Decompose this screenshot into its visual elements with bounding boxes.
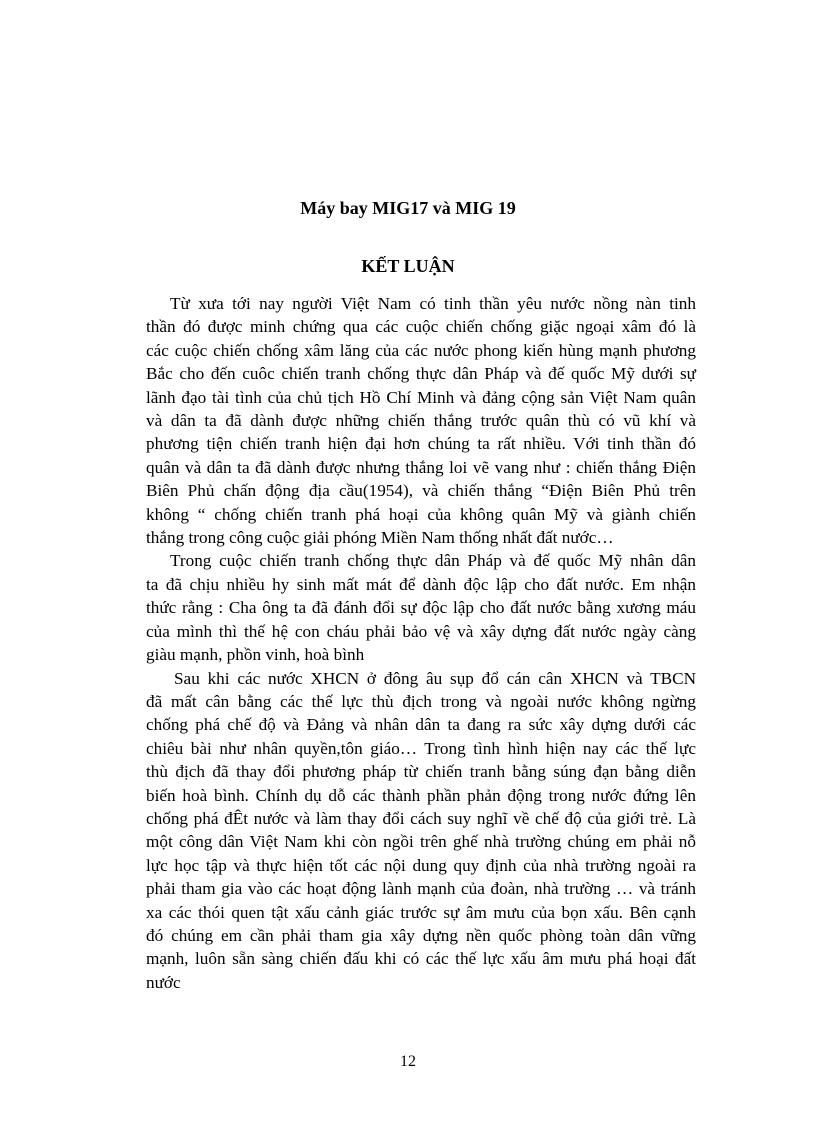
text-line: chiêu bài như nhân quyền,tôn giáo… Trong tình hình hiện nay các thế lực <box>146 738 696 758</box>
text-line: ta đã chịu nhiều hy sinh mất mát để dành độc lập cho đất nước. Em nhận <box>146 574 696 594</box>
document-body <box>146 292 696 994</box>
text-line: quân và dân ta đã dành được nhưng thắng loi vẽ vang như : chiến thắng Điện <box>146 457 696 477</box>
text-line: không “ chống chiến tranh phá hoại của không quân Mỹ và giành chiến <box>146 504 696 524</box>
paragraph-3 <box>146 667 696 995</box>
text-line: lực học tập và thực hiện tốt các nội dung quy định của nhà trường ngoài ra <box>146 855 696 875</box>
text-line: đó chúng em cần phải tham gia xây dựng nền quốc phòng toàn dân vững <box>146 925 696 945</box>
text-line: Từ xưa tới nay người Việt Nam có tinh thần yêu nước nồng nàn tinh <box>170 294 696 313</box>
section-heading: KẾT LUẬN <box>361 256 455 276</box>
text-line: thần đó được minh chứng qua các cuộc chiến chống giặc ngoại xâm đó là <box>146 317 696 337</box>
text-line: thắng trong công cuộc giải phóng Miền Nam thống nhất đất nước… <box>146 528 614 548</box>
text-line: Trong cuộc chiến tranh chống thực dân Pháp và đế quốc Mỹ nhân dân <box>170 551 696 571</box>
text-line: thức rằng : Cha ông ta đã đánh đổi sự độc lập cho đất nước bằng xương máu <box>146 598 696 618</box>
page-number: 12 <box>400 1053 416 1070</box>
text-line: biến hoà bình. Chính dụ dỗ các thành phần phản động trong nước đứng lên <box>146 785 696 805</box>
text-line: nước <box>146 972 181 992</box>
text-line: đã mất cân bằng các thế lực thù địch trong và ngoài nước không ngừng <box>146 691 696 711</box>
text-line: một công dân Việt Nam khi còn ngồi trên ghế nhà trường chúng em phải nỗ <box>146 832 696 852</box>
text-line: các cuộc chiến chống xâm lăng của các nước phong kiến hùng mạnh phương <box>146 340 696 360</box>
text-line: của mình thì thế hệ con cháu phải bảo vệ và xây dựng đất nước ngày càng <box>146 621 696 641</box>
text-line: giàu mạnh, phồn vinh, hoà bình <box>146 645 365 665</box>
text-line: chống phá đÊt nước và làm thay đổi cách suy nghĩ về chế độ của giới trẻ. Là <box>146 808 696 828</box>
image-caption: Máy bay MIG17 và MIG 19 <box>300 198 516 218</box>
text-line: Biên Phủ chấn động địa cầu(1954), và chiến thắng “Điện Biên Phủ trên <box>146 481 696 501</box>
text-line: phương tiện chiến tranh hiện đại hơn chúng ta rất nhiều. Với tinh thần đó <box>146 434 696 454</box>
text-line: phải tham gia vào các hoạt động lành mạnh của đoàn, nhà trường … và tránh <box>146 879 696 899</box>
text-line: và dân ta đã dành được những chiến thắng trước quân thù có vũ khí và <box>146 411 696 431</box>
text-line: mạnh, luôn sẵn sàng chiến đấu khi có các thế lực xấu âm mưu phá hoại đất <box>146 949 696 969</box>
text-line: xa các thói quen tật xấu cảnh giác trước sự âm mưu của bọn xấu. Bên cạnh <box>146 902 696 922</box>
text-line: Sau khi các nước XHCN ở đông âu sụp đổ cán cân XHCN và TBCN <box>174 668 696 688</box>
paragraph-1 <box>146 292 696 549</box>
text-line: Bắc cho đến cuôc chiến tranh chống thực dân Pháp và đế quốc Mỹ dưới sự <box>146 364 696 384</box>
text-line: thù địch đã thay đổi phương pháp từ chiến tranh bằng súng đạn bằng diễn <box>146 762 696 782</box>
text-line: lãnh đạo tài tình của chủ tịch Hồ Chí Minh và đảng cộng sản Việt Nam quân <box>146 387 696 407</box>
paragraph-2 <box>146 549 696 666</box>
text-line: chống phá chế độ và Đảng và nhân dân ta đang ra sức xây dựng dưới các <box>146 715 696 735</box>
